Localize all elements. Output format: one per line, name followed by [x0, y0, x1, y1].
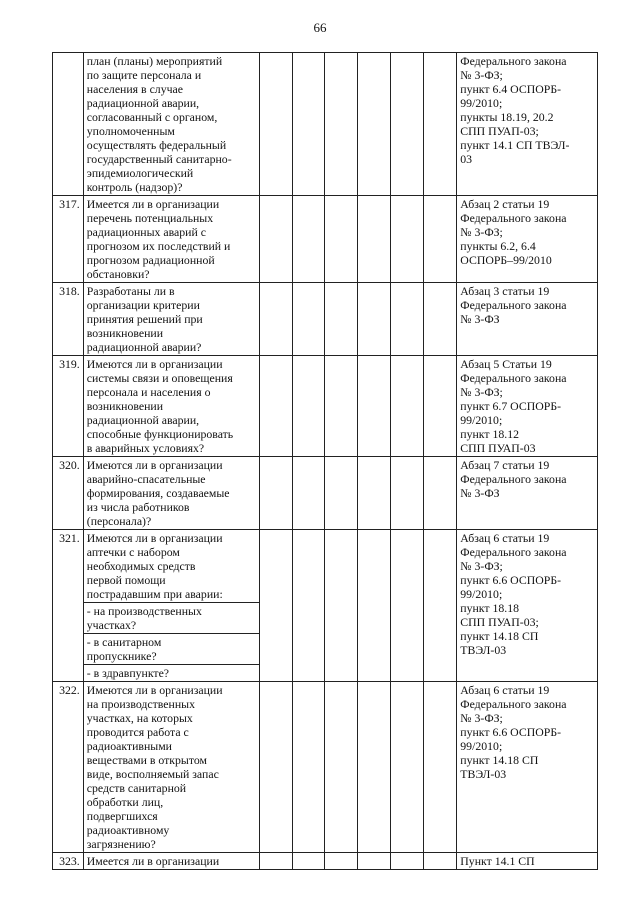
reference-line: ОСПОРБ–99/2010 — [460, 253, 552, 267]
question-line: согласованный с органом, — [86, 110, 218, 124]
answer-cell — [292, 682, 325, 853]
table-row — [53, 53, 598, 196]
table-row — [53, 283, 598, 356]
answer-cell — [259, 356, 292, 457]
answer-cell — [259, 530, 292, 682]
subitem-line: - в здравпункте? — [86, 666, 170, 680]
question-line: радиоактивному — [86, 823, 170, 837]
item-number: 317. — [53, 196, 84, 283]
item-number: 321. — [53, 530, 84, 682]
reference-cell — [457, 682, 598, 853]
answer-cell — [424, 356, 457, 457]
answer-cell — [424, 457, 457, 530]
answer-cell — [259, 457, 292, 530]
answer-cell — [325, 530, 358, 682]
question-line: план (планы) мероприятий — [86, 54, 223, 68]
question-line: Имеются ли в организации — [86, 458, 223, 472]
table-row — [53, 356, 598, 457]
reference-line: 03 — [460, 152, 473, 166]
answer-cell — [292, 196, 325, 283]
reference-line: Абзац 5 Статьи 19 — [460, 357, 552, 371]
reference-cell — [457, 457, 598, 530]
question-line: населения в случае — [86, 82, 184, 96]
question-line: способные функционировать — [86, 427, 234, 441]
question-line: средств санитарной — [86, 781, 187, 795]
reference-cell — [457, 53, 598, 196]
reference-line: пункт 6.6 ОСПОРБ- — [460, 573, 562, 587]
reference-line: № 3-ФЗ; — [460, 711, 503, 725]
question-line: загрязнению? — [86, 837, 156, 851]
question-line: обработки лиц, — [86, 795, 164, 809]
question-line: прогнозом радиационной — [86, 253, 215, 267]
reference-line: Федерального закона — [460, 472, 567, 486]
reference-line: ТВЭЛ-03 — [460, 767, 507, 781]
reference-line: пункт 18.18 — [460, 601, 520, 615]
answer-cell — [259, 196, 292, 283]
question-cell — [83, 356, 259, 457]
answer-cell — [391, 457, 424, 530]
table-row — [53, 196, 598, 283]
answer-cell — [391, 356, 424, 457]
answer-cell — [391, 53, 424, 196]
answer-cell — [292, 853, 325, 870]
reference-line: 99/2010; — [460, 96, 503, 110]
question-line: осуществлять федеральный — [86, 138, 227, 152]
table-body — [53, 53, 598, 870]
question-cell — [83, 530, 259, 603]
question-line: необходимых средств — [86, 559, 196, 573]
answer-cell — [391, 196, 424, 283]
question-line: организации критерии — [86, 298, 200, 312]
answer-cell — [358, 53, 391, 196]
subitem-question-cell — [83, 665, 259, 682]
reference-line: № 3-ФЗ — [460, 312, 500, 326]
question-line: эпидемиологический — [86, 166, 194, 180]
question-line: прогнозом их последствий и — [86, 239, 231, 253]
checklist-table — [52, 52, 598, 870]
answer-cell — [358, 283, 391, 356]
question-cell — [83, 853, 259, 870]
answer-cell — [259, 283, 292, 356]
answer-cell — [391, 283, 424, 356]
reference-line: СПП ПУАП-03 — [460, 441, 536, 455]
answer-cell — [424, 53, 457, 196]
answer-cell — [259, 53, 292, 196]
reference-line: пункт 14.18 СП — [460, 629, 539, 643]
answer-cell — [259, 682, 292, 853]
question-line: перечень потенциальных — [86, 211, 214, 225]
reference-line: Абзац 7 статьи 19 — [460, 458, 550, 472]
reference-line: пункт 6.6 ОСПОРБ- — [460, 725, 562, 739]
reference-line: Федерального закона — [460, 54, 567, 68]
question-line: из числа работников — [86, 500, 190, 514]
question-cell — [83, 457, 259, 530]
question-line: Имеется ли в организации — [86, 854, 220, 868]
answer-cell — [292, 457, 325, 530]
answer-cell — [259, 853, 292, 870]
answer-cell — [358, 853, 391, 870]
question-cell — [83, 682, 259, 853]
question-line: на производственных — [86, 697, 195, 711]
answer-cell — [358, 530, 391, 682]
answer-cell — [292, 53, 325, 196]
answer-cell — [325, 457, 358, 530]
item-number: 322. — [53, 682, 84, 853]
question-line: пострадавшим при аварии: — [86, 587, 223, 601]
question-line: радиационной аварии? — [86, 340, 202, 354]
reference-line: ТВЭЛ-03 — [460, 643, 507, 657]
reference-cell — [457, 283, 598, 356]
item-number: 323. — [53, 853, 84, 870]
reference-line: пункт 14.18 СП — [460, 753, 539, 767]
answer-cell — [424, 682, 457, 853]
page-number: 66 — [313, 20, 327, 35]
reference-cell — [457, 530, 598, 682]
question-cell — [83, 53, 259, 196]
question-line: обстановки? — [86, 267, 150, 281]
question-line: Имеются ли в организации — [86, 357, 223, 371]
table-row — [53, 853, 598, 870]
reference-line: пункт 6.4 ОСПОРБ- — [460, 82, 562, 96]
question-line: радиоактивными — [86, 739, 172, 753]
answer-cell — [325, 53, 358, 196]
question-line: формирования, создаваемые — [86, 486, 230, 500]
reference-line: Абзац 2 статьи 19 — [460, 197, 550, 211]
question-line: Имеются ли в организации — [86, 683, 223, 697]
item-number — [53, 53, 84, 196]
question-line: Имеются ли в организации — [86, 531, 223, 545]
question-line: системы связи и оповещения — [86, 371, 233, 385]
answer-cell — [292, 356, 325, 457]
reference-line: № 3-ФЗ; — [460, 559, 503, 573]
reference-cell — [457, 853, 598, 870]
answer-cell — [391, 530, 424, 682]
table-row — [53, 530, 598, 603]
answer-cell — [292, 283, 325, 356]
question-line: возникновении — [86, 326, 164, 340]
item-number: 319. — [53, 356, 84, 457]
item-number: 318. — [53, 283, 84, 356]
question-line: Имеется ли в организации — [86, 197, 220, 211]
question-line: аптечки с набором — [86, 545, 180, 559]
answer-cell — [424, 283, 457, 356]
question-line: принятия решений при — [86, 312, 203, 326]
question-line: Разработаны ли в — [86, 284, 175, 298]
reference-line: Федерального закона — [460, 371, 567, 385]
answer-cell — [325, 853, 358, 870]
reference-line: пункт 18.12 — [460, 427, 520, 441]
table-row — [53, 682, 598, 853]
subitem-question-cell — [83, 634, 259, 665]
question-line: проводится работа с — [86, 725, 189, 739]
reference-cell — [457, 196, 598, 283]
reference-line: Федерального закона — [460, 298, 567, 312]
answer-cell — [358, 356, 391, 457]
question-line: радиационной аварии, — [86, 413, 200, 427]
question-line: (персонала)? — [86, 514, 152, 528]
subitem-line: - на производственных — [86, 604, 202, 618]
reference-line: 99/2010; — [460, 413, 503, 427]
answer-cell — [358, 196, 391, 283]
question-line: радиационных аварий с — [86, 225, 206, 239]
question-line: уполномоченным — [86, 124, 175, 138]
question-line: подвергшихся — [86, 809, 158, 823]
question-line: первой помощи — [86, 573, 166, 587]
reference-line: пункт 6.7 ОСПОРБ- — [460, 399, 562, 413]
answer-cell — [391, 853, 424, 870]
question-line: участках, на которых — [86, 711, 193, 725]
table-row — [53, 457, 598, 530]
reference-line: Абзац 3 статьи 19 — [460, 284, 550, 298]
answer-cell — [292, 530, 325, 682]
reference-line: 99/2010; — [460, 587, 503, 601]
reference-line: № 3-ФЗ; — [460, 225, 503, 239]
reference-line: № 3-ФЗ; — [460, 68, 503, 82]
subitem-line: участках? — [86, 618, 137, 632]
reference-line: Абзац 6 статьи 19 — [460, 683, 550, 697]
question-line: виде, восполняемый запас — [86, 767, 219, 781]
question-line: радиационной аварии, — [86, 96, 200, 110]
answer-cell — [424, 530, 457, 682]
question-cell — [83, 283, 259, 356]
question-cell — [83, 196, 259, 283]
reference-line: Абзац 6 статьи 19 — [460, 531, 550, 545]
answer-cell — [424, 853, 457, 870]
reference-line: № 3-ФЗ — [460, 486, 500, 500]
answer-cell — [358, 682, 391, 853]
reference-line: СПП ПУАП-03; — [460, 615, 539, 629]
answer-cell — [325, 196, 358, 283]
subitem-line: - в санитарном — [86, 635, 162, 649]
question-line: по защите персонала и — [86, 68, 202, 82]
reference-line: Федерального закона — [460, 545, 567, 559]
question-line: в аварийных условиях? — [86, 441, 205, 455]
answer-cell — [325, 356, 358, 457]
answer-cell — [424, 196, 457, 283]
reference-line: СПП ПУАП-03; — [460, 124, 539, 138]
reference-line: 99/2010; — [460, 739, 503, 753]
question-line: персонала и населения о — [86, 385, 211, 399]
reference-line: пункт 14.1 СП ТВЭЛ- — [460, 138, 570, 152]
answer-cell — [325, 682, 358, 853]
question-line: государственный санитарно- — [86, 152, 232, 166]
question-line: веществами в открытом — [86, 753, 207, 767]
answer-cell — [325, 283, 358, 356]
reference-line: пункты 6.2, 6.4 — [460, 239, 536, 253]
question-line: аварийно-спасательные — [86, 472, 206, 486]
reference-line: Пункт 14.1 СП — [460, 854, 535, 868]
question-line: контроль (надзор)? — [86, 180, 183, 194]
reference-line: Федерального закона — [460, 211, 567, 225]
reference-cell — [457, 356, 598, 457]
question-line: возникновении — [86, 399, 164, 413]
reference-line: Федерального закона — [460, 697, 567, 711]
reference-line: пункты 18.19, 20.2 — [460, 110, 554, 124]
subitem-line: пропускнике? — [86, 649, 157, 663]
answer-cell — [358, 457, 391, 530]
reference-line: № 3-ФЗ; — [460, 385, 503, 399]
answer-cell — [391, 682, 424, 853]
subitem-question-cell — [83, 603, 259, 634]
item-number: 320. — [53, 457, 84, 530]
